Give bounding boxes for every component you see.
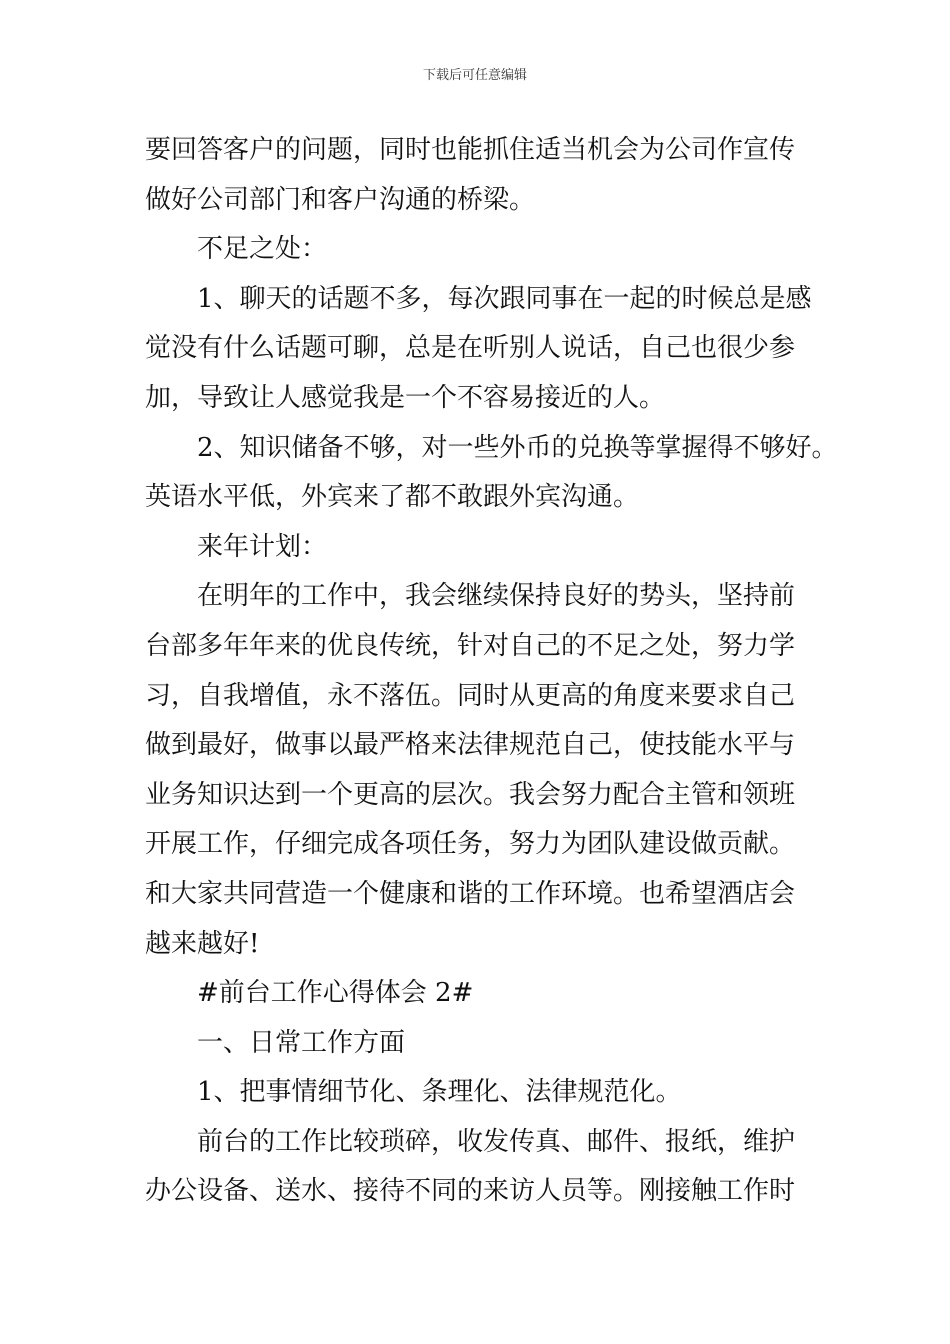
text-line-5: 觉没有什么话题可聊，总是在听别人说话，自己也很少参 [145,333,796,364]
text-line-13: 做到最好，做事以最严格来法律规范自己，使技能水平与 [145,730,796,761]
text-line-4: 1、聊天的话题不多，每次跟同事在一起的时候总是感 [197,283,812,314]
text-line-15: 开展工作，仔细完成各项任务，努力为团队建设做贡献。 [145,829,796,860]
text-line-11: 台部多年年来的优良传统，针对自己的不足之处，努力学 [145,630,796,661]
text-line-12: 习，自我增值，永不落伍。同时从更高的角度来要求自己 [145,680,796,711]
section-heading-next-year-plan: 来年计划： [197,531,328,562]
text-line-14: 业务知识达到一个更高的层次。我会努力配合主管和领班 [145,779,796,810]
text-line-10: 在明年的工作中，我会继续保持良好的势头，坚持前 [197,581,796,612]
text-line-7: 2、知识储备不够，对一些外币的兑换等掌握得不够好。 [197,432,838,463]
text-line-8: 英语水平低，外宾来了都不敢跟外宾沟通。 [145,482,640,513]
document-body [145,126,838,1217]
text-line-17: 越来越好! [145,928,260,959]
text-line-1: 要回答客户的问题，同时也能抓住适当机会为公司作宣传 [145,135,796,165]
text-line-16: 和大家共同营造一个健康和谐的工作环境。也希望酒店会 [145,878,796,909]
text-line-21: 前台的工作比较琐碎，收发传真、邮件、报纸，维护 [197,1126,796,1157]
text-line-2: 做好公司部门和客户沟通的桥梁。 [145,184,536,215]
page-header-note: 下载后可任意编辑 [422,68,527,83]
section-heading-shortcomings: 不足之处： [197,234,328,265]
section-heading-daily-work: 一、日常工作方面 [197,1027,406,1058]
text-line-6: 加，导致让人感觉我是一个不容易接近的人。 [145,382,666,413]
text-line-22: 办公设备、送水、接待不同的来访人员等。刚接触工作时 [145,1176,796,1207]
text-line-20: 1、把事情细节化、条理化、法律规范化。 [197,1077,682,1108]
article-title-2: #前台工作心得体会 2# [197,978,474,1009]
